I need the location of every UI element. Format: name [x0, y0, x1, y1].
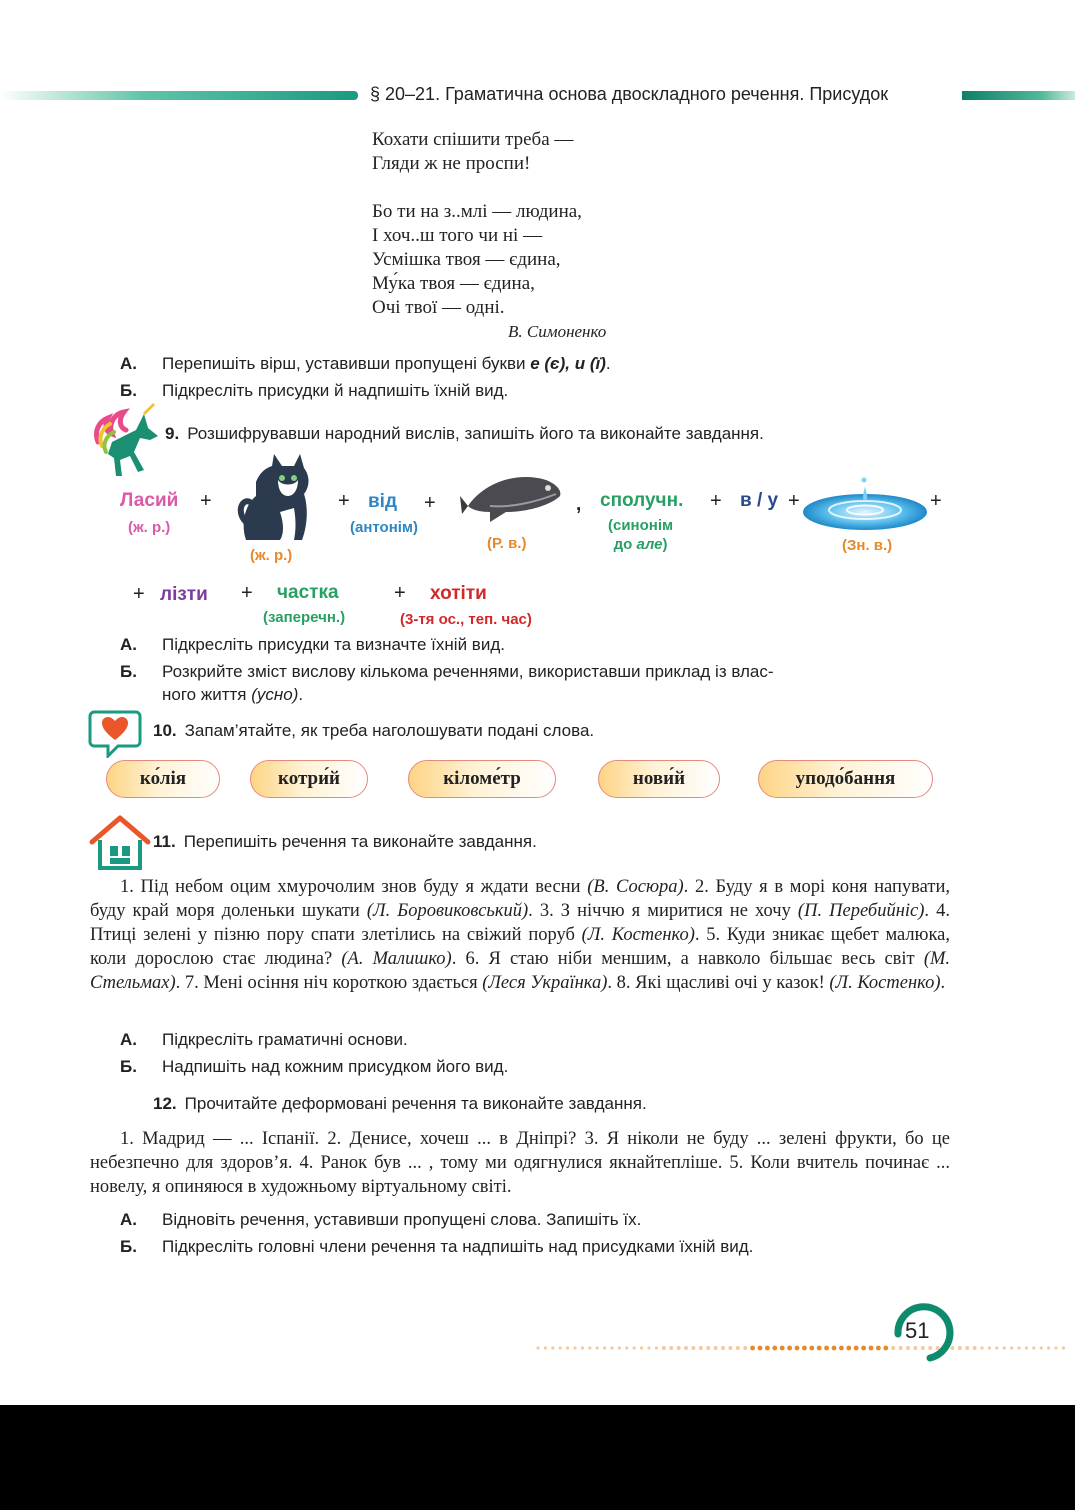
footer-dot [1054, 1346, 1057, 1349]
footer-dot [854, 1346, 859, 1351]
stress-word: уподо́бання [758, 760, 933, 798]
poem-line: Очі твої — одні. [372, 297, 505, 318]
footer-dot [706, 1346, 710, 1350]
poem-line: Бо ти на з..млі — людина, [372, 201, 582, 222]
footer-dot [839, 1346, 844, 1351]
footer-dot [973, 1346, 977, 1350]
task-letter: Б. [120, 1057, 137, 1076]
exercise-number: 11. [153, 832, 176, 851]
footer-dot [677, 1346, 681, 1350]
sentence-text: . [940, 973, 946, 993]
citation: (Леся Українка) [482, 973, 608, 993]
citation: (Л. Костенко) [829, 973, 941, 993]
rebus-hint: (Зн. в.) [842, 537, 893, 554]
exercise-number: 10. [153, 721, 177, 740]
footer-dot [669, 1346, 673, 1350]
footer-dot [869, 1346, 874, 1351]
rebus-word: Ласий [120, 490, 179, 511]
fish-picture [460, 466, 564, 528]
exercise-number: 9. [165, 424, 180, 443]
rebus-plus: + [133, 583, 145, 605]
footer-dot [980, 1346, 983, 1349]
task-text: Підкресліть головні члени речення та надпишіть над присудками їхній вид. [162, 1237, 754, 1256]
rebus-plus: + [424, 492, 436, 514]
exercise-12-text: 1. Мадрид — ... Іспанії. 2. Денисе, хочеш ... в Дніпрі? 3. Я ніколи не буду ... зелені фрукти, бо це небезпечно для здоров’я. 4. Ранок був ... , тому ми одягнулися якнайтепліше. 5. Коли вчитель починає ... новелу, я опиняюся в художньому віртуальному світі. [90, 1129, 950, 1197]
rebus-hint: (ж. р.) [128, 519, 171, 536]
footer-dot [1032, 1346, 1035, 1349]
section-title: § 20–21. Граматична основа двоскладного речення. Присудок [370, 84, 889, 104]
footer-dot [780, 1346, 785, 1351]
rebus-plus: + [394, 582, 406, 604]
rebus-word: частка [277, 582, 339, 603]
rebus-hint: (Р. в.) [487, 535, 527, 552]
footer-dot [588, 1346, 591, 1349]
poem-line: І хоч..ш того чи ні — [372, 225, 543, 246]
exercise-title: Прочитайте деформовані речення та виконайте завдання. [184, 1094, 647, 1113]
cat-picture [236, 452, 316, 544]
footer-dot [824, 1346, 829, 1351]
poem-line: Му́ка твоя — єдина, [372, 273, 535, 294]
rebus-plus: + [930, 490, 942, 512]
rebus-comma: , [576, 494, 582, 515]
exercise-number: 12. [153, 1094, 177, 1113]
footer-dot [728, 1346, 732, 1350]
task-a [120, 633, 505, 656]
citation: (Л. Костенко) [581, 925, 695, 945]
footer-dot [958, 1346, 962, 1350]
footer-dot [647, 1346, 650, 1349]
task-b [120, 1055, 508, 1078]
footer-dot [965, 1346, 969, 1350]
footer-dot [743, 1346, 747, 1350]
rebus-hint: (3-тя ос., теп. час) [400, 611, 532, 628]
unicorn-icon [88, 402, 162, 482]
footer-dot [603, 1346, 606, 1349]
task-letter: Б. [120, 1237, 137, 1256]
water-drop-picture [800, 476, 930, 532]
footer-dot [846, 1346, 851, 1351]
footer-dot [1062, 1346, 1065, 1349]
task-text: Надпишіть над кожним присудком його вид. [162, 1057, 509, 1076]
task-letter: Б. [120, 662, 137, 681]
rebus-hint: (синонім до але) [608, 517, 674, 553]
rebus-word: в / у [740, 490, 779, 511]
footer-dot [618, 1346, 621, 1349]
exercise-12-heading [153, 1094, 647, 1114]
rebus-plus: + [241, 582, 253, 604]
rebus-plus: + [200, 490, 212, 512]
task-text: Підкресліть присудки та визначте їхній вид. [162, 635, 505, 654]
footer-dot [802, 1346, 807, 1351]
stress-word: кіломе́тр [408, 760, 556, 798]
poem-author: В. Симоненко [508, 322, 607, 341]
footer-dot [573, 1346, 576, 1349]
footer-dot [581, 1346, 584, 1349]
footer-dot [655, 1346, 658, 1349]
footer-dot [1047, 1346, 1050, 1349]
footer-dot [765, 1346, 770, 1351]
footer-dot [662, 1346, 666, 1350]
footer-dot [988, 1346, 991, 1349]
citation: (В. Сосюра) [587, 877, 684, 897]
footer-dot [1003, 1346, 1006, 1349]
task-letter: А. [120, 635, 137, 654]
poem-line: Кохати спішити треба — [372, 129, 574, 150]
screen-bottom-bar [0, 1405, 1075, 1510]
rebus-plus: + [788, 490, 800, 512]
citation: (М. Стельмах) [90, 949, 951, 993]
footer-dot [640, 1346, 643, 1349]
rebus-hint: (заперечн.) [263, 609, 346, 626]
footer-dot [1025, 1346, 1028, 1349]
citation: (Л. Боровиковський) [366, 901, 529, 921]
rebus-hint: (антонім) [350, 519, 419, 536]
footer-dot [721, 1346, 725, 1350]
task-a [120, 1208, 641, 1231]
exercise-title: Розшифрувавши народний вислів, запишіть його та виконайте завдання. [187, 424, 764, 443]
sentence-text: . 7. Мені осіння ніч короткою здається [175, 973, 483, 993]
footer-dot [1010, 1346, 1013, 1349]
exercise-9-heading [165, 424, 764, 444]
house-icon [88, 814, 152, 870]
footer-dot [596, 1346, 599, 1349]
footer-dot [861, 1346, 866, 1351]
task-b [120, 660, 774, 706]
footer-dot [566, 1346, 569, 1349]
footer-dot [714, 1346, 718, 1350]
stress-word: котри́й [250, 760, 368, 798]
heart-chat-icon [88, 708, 142, 758]
citation: (П. Перебийніс) [797, 901, 925, 921]
footer-dot [1040, 1346, 1043, 1349]
stress-word: нови́й [598, 760, 720, 798]
footer-dot [876, 1346, 881, 1351]
footer-dot [536, 1346, 539, 1349]
task-b [120, 1235, 753, 1258]
task-letter: А. [120, 354, 137, 373]
sentence-text: . 5. Куди зникає щебет малюка, коли дорослою стає людина? [90, 925, 950, 969]
exercise-10-heading [153, 721, 594, 741]
footer-dot [699, 1346, 703, 1350]
footer-dot [832, 1346, 837, 1351]
rebus-word: лізти [160, 584, 208, 605]
sentence-text: . 8. Які щасливі очі у казок! [607, 973, 830, 993]
footer-dot [787, 1346, 792, 1351]
poem-line: Гляди ж не проспи! [372, 153, 531, 174]
task-a: А. Перепишіть вірш, уставивши пропущені букви е (є), и (ї). [120, 354, 611, 373]
footer-dot [684, 1346, 688, 1350]
sentence-text: . 6. Я стаю ніби меншим, а навколо більшає весь світ [451, 949, 924, 969]
citation: (А. Малишко) [341, 949, 452, 969]
footer-dot [736, 1346, 740, 1350]
header-bar-left [0, 91, 358, 100]
task-text-bold: е (є), и (ї) [530, 354, 606, 373]
footer-dot [817, 1346, 822, 1351]
task-a [120, 1028, 408, 1051]
exercise-title: Перепишіть речення та виконайте завдання. [183, 832, 537, 851]
sentence-text: . 4. Птиці зелені у пізню пору спати злетілись на свіжий поруб [90, 901, 950, 945]
header-bar-right [962, 91, 1075, 100]
footer-dot [772, 1346, 777, 1351]
task-b [120, 379, 508, 402]
footer-dot [809, 1346, 814, 1351]
footer-dot [750, 1346, 755, 1351]
footer-dot [544, 1346, 547, 1349]
exercise-11-text [90, 875, 950, 995]
exercise-title: Запам’ятайте, як треба наголошувати подані слова. [184, 721, 595, 740]
rebus-word: сполучн. [600, 490, 684, 511]
footer-dot [758, 1346, 763, 1351]
footer-dot [559, 1346, 562, 1349]
rebus-word: від [368, 491, 398, 512]
footer-dot [995, 1346, 998, 1349]
footer-dot [633, 1346, 636, 1349]
sentence-text: . 3. З ніччю я миритися не хочу [528, 901, 798, 921]
rebus-word: хотіти [430, 583, 487, 604]
task-text: Підкресліть граматичні основи. [162, 1030, 408, 1049]
task-text: Підкресліть присудки й надпишіть їхній вид. [162, 381, 509, 400]
footer-dot [625, 1346, 628, 1349]
task-text: Перепишіть вірш, уставивши пропущені букви [162, 354, 531, 373]
sentence-text: . 2. Буду я в морі коня напувати, буду край моря доленьки шукати [90, 877, 951, 921]
task-text: Відновіть речення, уставивши пропущені слова. Запишіть їх. [162, 1210, 642, 1229]
task-letter: Б. [120, 381, 137, 400]
footer-dot [795, 1346, 800, 1351]
footer-dot [610, 1346, 613, 1349]
page-number: 51 [905, 1318, 930, 1343]
stress-word: ко́лія [106, 760, 220, 798]
sentence-text: 1. Під небом оцим хмурочолим знов буду я ждати весни [120, 877, 588, 897]
rebus-plus: + [338, 490, 350, 512]
rebus-hint: (ж. р.) [250, 547, 293, 564]
footer-dots [535, 1345, 1075, 1351]
footer-dot [1017, 1346, 1020, 1349]
exercise-11-heading [153, 832, 537, 852]
footer-dot [551, 1346, 554, 1349]
poem-line: Усмішка твоя — єдина, [372, 249, 561, 270]
task-letter: А. [120, 1030, 137, 1049]
task-text: Розкрийте зміст вислову кількома реченнями, використавши приклад із влас- ного життя (усно). [162, 662, 774, 704]
rebus-plus: + [710, 490, 722, 512]
poem [372, 128, 606, 344]
footer-dot [691, 1346, 695, 1350]
task-letter: А. [120, 1210, 137, 1229]
